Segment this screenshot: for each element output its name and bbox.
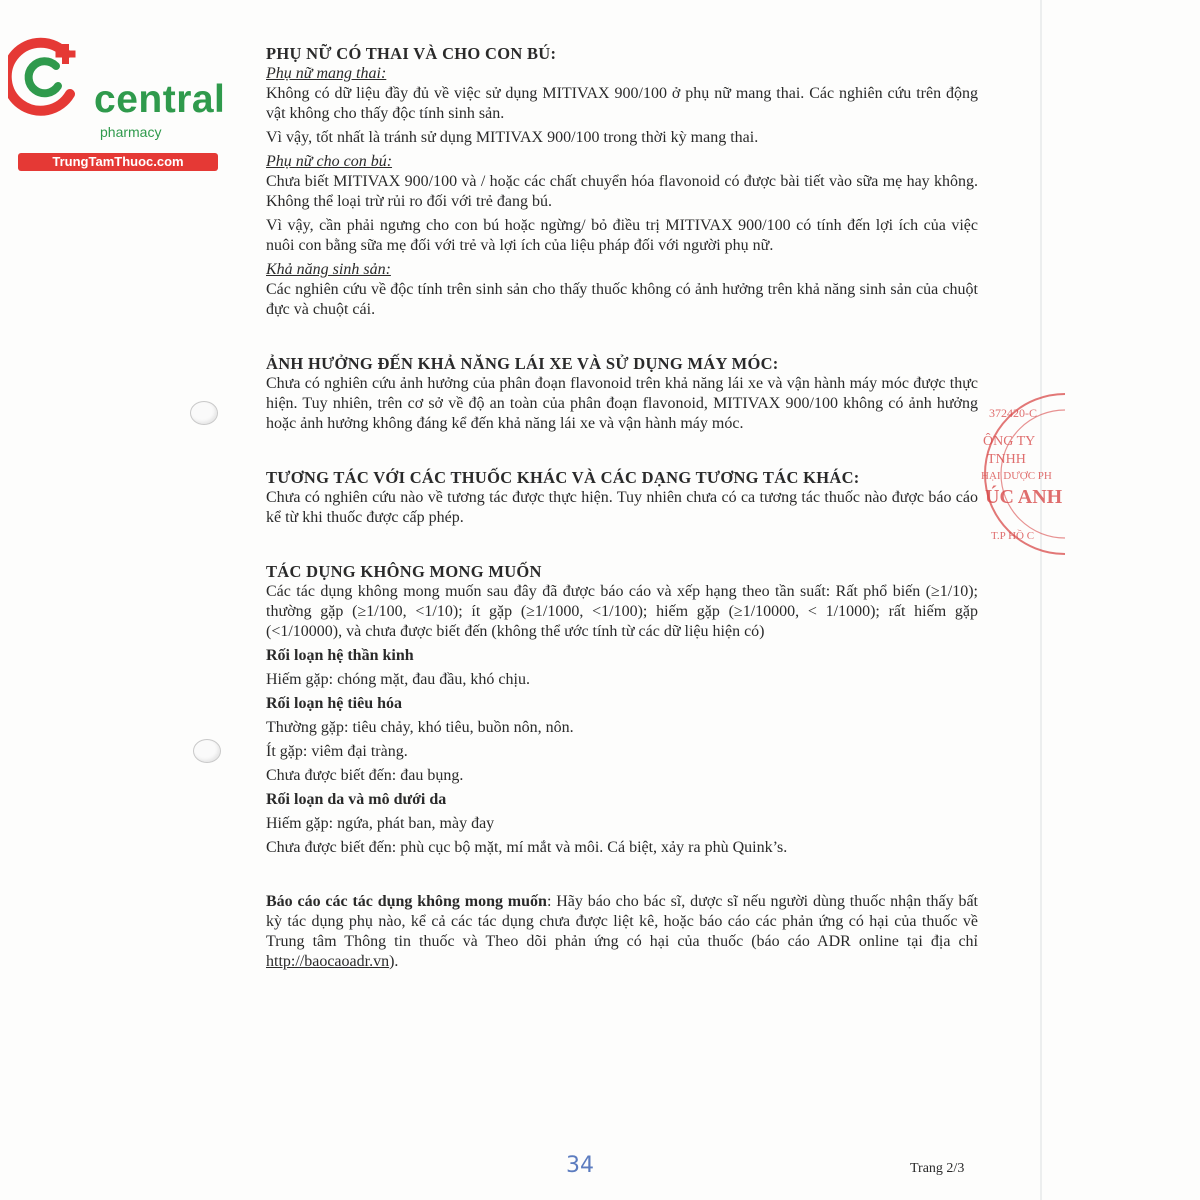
adverse-digestive-3: Chưa được biết đến: đau bụng. — [266, 767, 464, 784]
heading-adverse-effects: TÁC DỤNG KHÔNG MONG MUỐN — [266, 562, 542, 581]
paragraph-breastfeeding-2: Vì vậy, cần phải ngưng cho con bú hoặc ngừng/ bỏ điều trị MITIVAX 900/100 có tính đến lợi ích của việc nuôi con bằng sữa mẹ đối với trẻ và lợi ích của liệu pháp đối với người phụ nữ. — [266, 217, 978, 254]
stamp-line-3: TNHH — [987, 452, 1026, 467]
paragraph-pregnant-2: Vì vậy, tốt nhất là tránh sử dụng MITIVAX 900/100 trong thời kỳ mang thai. — [266, 129, 759, 146]
paragraph-pregnant-1: Không có dữ liệu đầy đủ về việc sử dụng MITIVAX 900/100 ở phụ nữ mang thai. Các nghiên cứu trên động vật không cho thấy độc tính sinh sản. — [266, 85, 978, 122]
document-body — [266, 44, 978, 976]
page-edge — [1040, 0, 1042, 1200]
adverse-skin-title: Rối loạn da và mô dưới da — [266, 791, 447, 808]
logo-sub-text: pharmacy — [100, 124, 162, 140]
report-text-after: ). — [389, 953, 399, 970]
stamp-line-2: ÔNG TY — [983, 434, 1036, 449]
central-pharmacy-logo-icon — [8, 36, 94, 116]
paragraph-breastfeeding-1: Chưa biết MITIVAX 900/100 và / hoặc các chất chuyển hóa flavonoid có được bài tiết vào sữa mẹ hay không. Không thể loại trừ rủi ro đối với trẻ đang bú. — [266, 173, 978, 210]
stamp-line-1: 372420-C — [989, 406, 1037, 420]
report-title: Báo cáo các tác dụng không mong muốn — [266, 893, 547, 910]
paragraph-driving-1: Chưa có nghiên cứu ảnh hưởng của phân đoạn flavonoid trên khả năng lái xe và vận hành máy móc được thực hiện. Tuy nhiên, trên cơ sở về độ an toàn của phân đoạn flavonoid, MITIVAX 900/100 không có ảnh hưởng hoặc ảnh hưởng không đáng kể đến khả năng lái xe và vận hành máy móc. — [266, 375, 978, 432]
adverse-skin-1: Hiếm gặp: ngứa, phát ban, mày đay — [266, 815, 495, 832]
subheading-fertility: Khả năng sinh sản: — [266, 261, 391, 278]
paragraph-adverse-intro: Các tác dụng không mong muốn sau đây đã được báo cáo và xếp hạng theo tần suất: Rất phổ biến (≥1/10); thường gặp (≥1/100, <1/10); ít gặp (≥1/1000, <1/100); hiếm gặp (≥1/10000, < 1/1000); rất hiếm gặp (<1/10000), và chưa được biết đến (không thể ước tính từ các dữ liệu hiện có) — [266, 583, 978, 640]
report-link[interactable]: http://baocaoadr.vn — [266, 953, 390, 970]
subheading-pregnant: Phụ nữ mang thai: — [266, 65, 387, 82]
adverse-digestive-2: Ít gặp: viêm đại tràng. — [266, 743, 408, 760]
adverse-nervous-title: Rối loạn hệ thần kinh — [266, 647, 414, 664]
paragraph-interactions-1: Chưa có nghiên cứu nào về tương tác được thực hiện. Tuy nhiên chưa có ca tương tác thuốc nào được báo cáo kể từ khi thuốc được cấp phép. — [266, 489, 978, 526]
punch-hole-top — [190, 401, 218, 425]
handwritten-page-number: 34 — [566, 1153, 594, 1178]
paragraph-report — [266, 892, 978, 972]
paragraph-fertility-1: Các nghiên cứu về độc tính trên sinh sản cho thấy thuốc không có ảnh hưởng trên khả năng sinh sản của chuột đực và chuột cái. — [266, 281, 978, 318]
adverse-digestive-1: Thường gặp: tiêu chảy, khó tiêu, buồn nôn, nôn. — [266, 719, 574, 736]
logo-site-banner: TrungTamThuoc.com — [18, 153, 218, 171]
adverse-nervous-1: Hiếm gặp: chóng mặt, đau đầu, khó chịu. — [266, 671, 530, 688]
adverse-digestive-title: Rối loạn hệ tiêu hóa — [266, 695, 403, 712]
central-pharmacy-logo[interactable] — [8, 36, 226, 169]
stamp-line-5: ÚC ANH — [985, 486, 1063, 508]
report-text-before: : Hãy báo cho bác sĩ, dược sĩ nếu người dùng thuốc nhận thấy bất kỳ tác dụng phụ nào, kể cả các tác dụng chưa được liệt kê, hoặc báo cáo các phản ứng có hại của thuốc về Trung tâm Thông tin thuốc và Theo dõi phản ứng có hại của thuốc (báo cáo ADR online tại địa chỉ — [266, 893, 978, 950]
adverse-skin-2: Chưa được biết đến: phù cục bộ mặt, mí mắt và môi. Cá biệt, xảy ra phù Quink’s. — [266, 839, 788, 856]
punch-hole-bottom — [193, 739, 221, 763]
stamp-line-6: T.P HỒ C — [991, 530, 1035, 542]
heading-pregnancy: PHỤ NỮ CÓ THAI VÀ CHO CON BÚ: — [266, 44, 557, 63]
company-stamp — [975, 384, 1065, 564]
logo-brand-text: central — [94, 78, 226, 121]
stamp-line-4: HẠI DƯỢC PH — [981, 470, 1052, 482]
page-label: Trang 2/3 — [910, 1161, 965, 1176]
heading-driving: ẢNH HƯỞNG ĐẾN KHẢ NĂNG LÁI XE VÀ SỬ DỤNG MÁY MÓC: — [266, 354, 779, 373]
heading-interactions: TƯƠNG TÁC VỚI CÁC THUỐC KHÁC VÀ CÁC DẠNG TƯƠNG TÁC KHÁC: — [266, 468, 860, 487]
subheading-breastfeeding: Phụ nữ cho con bú: — [266, 153, 393, 170]
